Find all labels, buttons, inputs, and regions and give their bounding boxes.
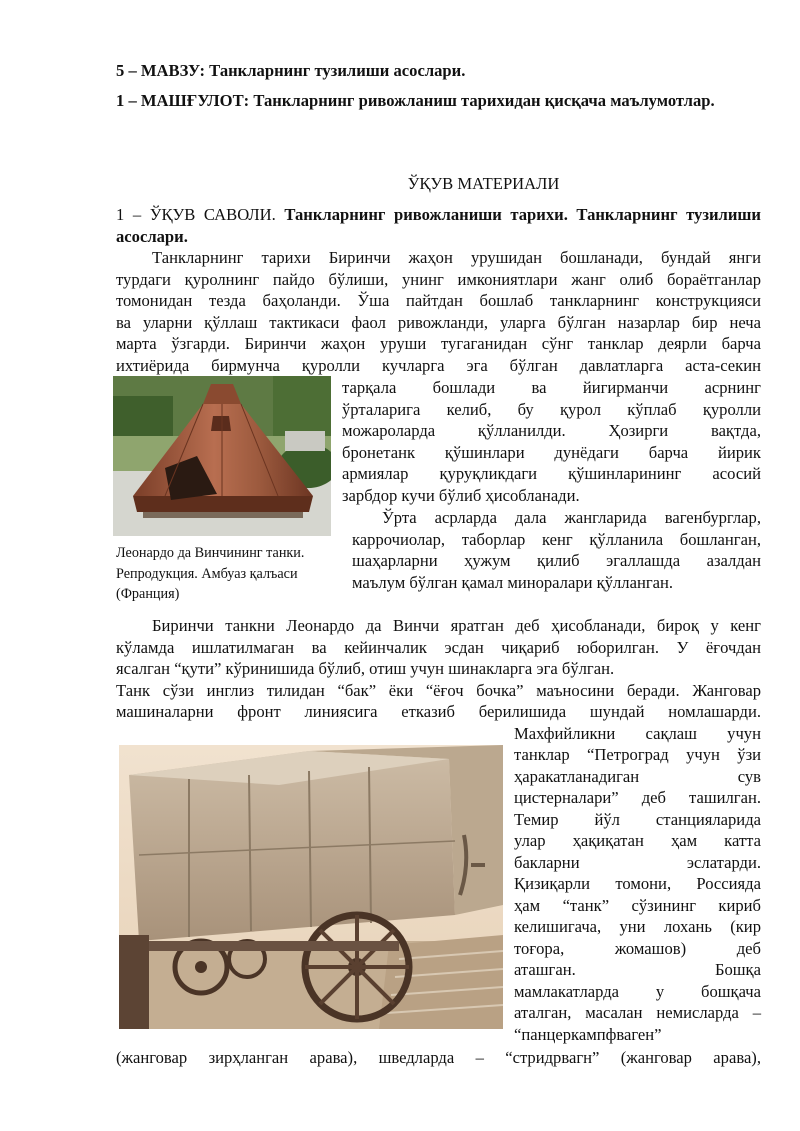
lesson-title: 1 – МАШҒУЛОТ: Танкларнинг ривожланиш тарихидан қисқача маълумотлар. [116, 91, 715, 110]
text-line: ҳам “танк” сўзининг кириб [514, 895, 761, 915]
center-heading: ЎҚУВ МАТЕРИАЛИ [407, 174, 560, 193]
topic-title: 5 – МАВЗУ: Танкларнинг тузилиши асослари. [116, 61, 466, 80]
text-line: (жанговар зирҳланган арава), шведларда – “стридрвагн” (жанговар арава), [116, 1048, 761, 1067]
text-line: мамлакатларда у бошқача [514, 981, 761, 1001]
text-line: бакларни эслатарди. [514, 852, 761, 872]
question-heading [116, 204, 761, 247]
leonardo-tank-illustration [113, 376, 331, 536]
text-line: танклар “Петроград учун ўзи [514, 745, 761, 764]
image-caption-1: Леонардо да Винчининг танки. Репродукция. Амбуаз қалъаси (Франция) [116, 545, 305, 602]
text-line: цистерналари” деб ташилган. [514, 788, 761, 807]
early-tank-illustration [119, 745, 503, 1029]
text-line: Қизиқарли томони, Россияда [514, 874, 761, 893]
text-line: аташган. Бошқа [514, 960, 761, 979]
text-line: турдаги қуролнинг пайдо бўлиши, унинг имкониятлари жанг олиб бораётганлар [116, 269, 761, 289]
text-line: кўламда ишлатилмаган ва кейинчалик эсдан чиқариб юборилган. У ёғочдан [116, 637, 761, 657]
question-label: 1 – ЎҚУВ САВОЛИ. [116, 205, 276, 224]
text-line: Ўрта асрларда дала жангларида вагенбурглар, [382, 508, 761, 527]
text-line: ўрталарига келиб, бу қурол кўплаб қуролли [342, 399, 761, 419]
text-line: можароларда қўлланилди. Ҳозирги вақтда, [342, 421, 761, 440]
text-line: маълум бўлган қамал миноралари қўлланган. [352, 572, 674, 592]
text-line: “панцеркампфваген” [514, 1024, 662, 1044]
text-line: каррочиолар, таборлар кенг қўлланила бошланган, [352, 529, 761, 549]
text-line: марта ўзгарди. Биринчи жаҳон уруши тугаганидан сўнг танклар деярли барча [116, 334, 761, 353]
text-line: томонидан тезда баҳоланди. Ўша пайтдан бошлаб танкларнинг конструкцияси [116, 291, 761, 310]
text-line: Темир йўл станцияларида [514, 809, 761, 829]
question-title: Танкларнинг ривожланиши тарихи. Танкларнинг тузилиши асослари. [116, 205, 761, 246]
text-line: шаҳарларни ҳужум қилиб эгаллашда азалдан [352, 551, 761, 570]
text-line: бронетанк қўшинлари дунёдаги барча йирик [342, 442, 761, 462]
text-line: Биринчи танкни Леонардо да Винчи яратган деб ҳисобланади, бироқ у кенг [152, 616, 761, 635]
text-line: тоғора, жомашов) деб [514, 938, 761, 958]
text-line: тарқала бошлади ва йигирманчи асрнинг [342, 378, 761, 397]
text-line: ихтиёрида бирмунча қуролли кучларга эга бўлган давлатларга аста-секин [116, 355, 761, 375]
text-line: улар ҳақиқатан ҳам катта [514, 831, 761, 850]
text-line: ясалган “қути” кўринишида бўлиб, отиш учун шинакларга эга бўлган. [116, 659, 615, 678]
text-line: зарбдор кучи бўлиб ҳисобланади. [342, 485, 580, 505]
text-line: келишигача, уни лохань (кир [514, 917, 761, 936]
text-line: ҳаракатланадиган сув [514, 766, 761, 786]
text-line: аталган, масалан немисларда – [514, 1003, 761, 1022]
text-line: ва уларни қўллаш тактикаси фаол ривожланди, уларга бўлган назарлар бир неча [116, 312, 761, 332]
text-line: армиялар қуруқликдаги қўшинларининг асосий [342, 464, 761, 483]
text-line: Танкларнинг тарихи Биринчи жаҳон урушидан бошланади, бундай янги [152, 248, 761, 267]
leonardo-tank-photo [113, 376, 331, 536]
text-line: Махфийликни сақлаш учун [514, 723, 761, 743]
early-tank-photo [119, 745, 503, 1029]
text-line: Танк сўзи инглиз тилидан “бак” ёки “ёғоч бочка” маъносини беради. Жанговар [116, 680, 761, 700]
text-line: машиналарни фронт линиясига етказиб берилишида шундай номлашарди. [116, 702, 761, 721]
